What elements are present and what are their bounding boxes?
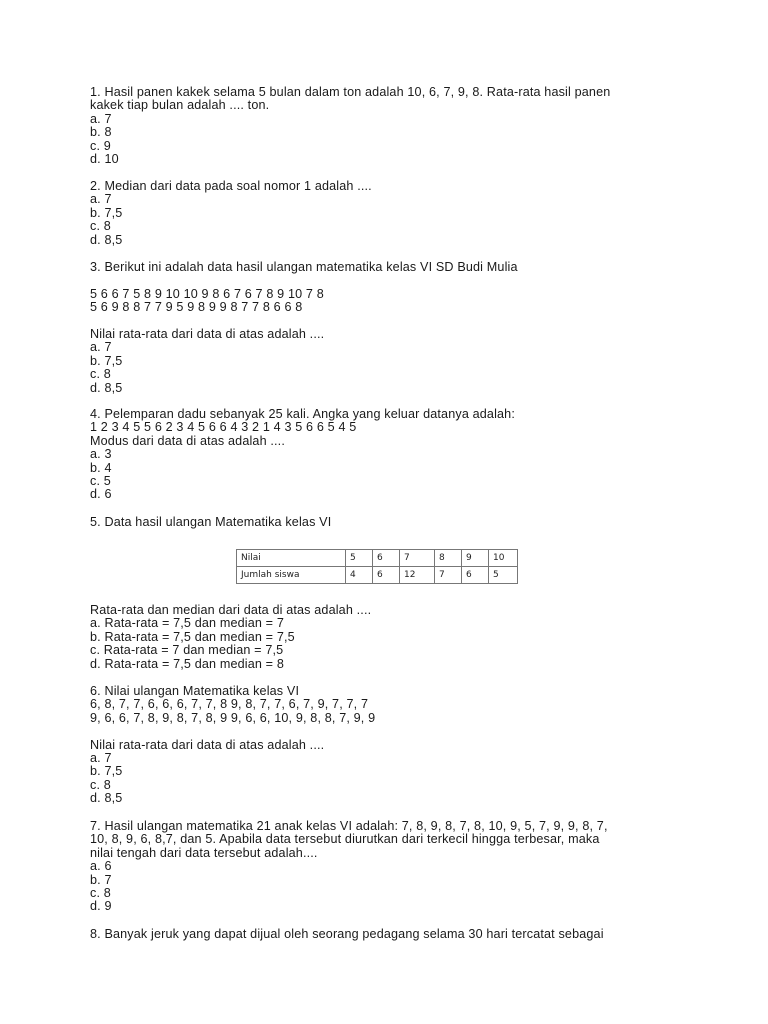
table-cell: 5 xyxy=(489,567,518,584)
table-row xyxy=(237,550,518,567)
question-5-question: Rata-rata dan median dari data di atas adalah .... xyxy=(90,603,372,617)
question-5-option-a: a. Rata-rata = 7,5 dan median = 7 xyxy=(90,616,284,631)
question-4-text: 4. Pelemparan dadu sebanyak 25 kali. Angka yang keluar datanya adalah: xyxy=(90,407,515,421)
table-cell: 12 xyxy=(400,567,435,584)
question-3-text: 3. Berikut ini adalah data hasil ulangan matematika kelas VI SD Budi Mulia xyxy=(90,260,518,274)
question-5-table xyxy=(236,549,518,584)
question-3-data-line-2: 5 6 9 8 8 7 7 9 5 9 8 9 9 8 7 7 8 6 6 8 xyxy=(90,300,303,315)
table-cell: 7 xyxy=(400,550,435,567)
question-7-option-d: d. 9 xyxy=(90,899,112,914)
question-1-text-line-2: kakek tiap bulan adalah .... ton. xyxy=(90,98,270,113)
question-7-text-line-3: nilai tengah dari data tersebut adalah.... xyxy=(90,845,318,860)
question-4-option-c: c. 5 xyxy=(90,474,111,489)
question-2-text: 2. Median dari data pada soal nomor 1 adalah .... xyxy=(90,179,372,193)
question-1-option-d: d. 10 xyxy=(90,152,119,167)
question-1-option-a: a. 7 xyxy=(90,111,112,126)
question-4-option-d: d. 6 xyxy=(90,487,112,502)
table-cell: 6 xyxy=(373,550,400,567)
question-6-data-line-2: 9, 6, 6, 7, 8, 9, 8, 7, 8, 9 9, 6, 6, 10, 9, 8, 8, 7, 9, 9 xyxy=(90,710,376,725)
question-5-option-b: b. Rata-rata = 7,5 dan median = 7,5 xyxy=(90,629,295,644)
question-3-option-a: a. 7 xyxy=(90,340,112,355)
question-1 xyxy=(90,86,610,166)
question-1-option-b: b. 8 xyxy=(90,125,112,140)
question-7-option-a: a. 6 xyxy=(90,859,112,874)
question-2-option-c: c. 8 xyxy=(90,219,111,234)
question-7-option-b: b. 7 xyxy=(90,872,112,887)
question-8 xyxy=(90,928,604,941)
question-7-text-line-2: 10, 8, 9, 6, 8,7, dan 5. Apabila data tersebut diurutkan dari terkecil hingga terbesar, maka xyxy=(90,832,600,847)
table-cell: 7 xyxy=(435,567,462,584)
question-6-question: Nilai rata-rata dari data di atas adalah .... xyxy=(90,737,325,752)
question-5 xyxy=(90,516,331,529)
question-5-body xyxy=(90,604,371,671)
table-cell: 5 xyxy=(346,550,373,567)
table-row xyxy=(237,567,518,584)
question-4-data: 1 2 3 4 5 5 6 2 3 4 5 6 6 4 3 2 1 4 3 5 6 6 5 4 5 xyxy=(90,420,357,435)
question-6-option-d: d. 8,5 xyxy=(90,791,123,806)
table-cell: 4 xyxy=(346,567,373,584)
question-7-option-c: c. 8 xyxy=(90,886,111,901)
question-4-option-b: b. 4 xyxy=(90,460,112,475)
question-1-text-line-1: 1. Hasil panen kakek selama 5 bulan dalam ton adalah 10, 6, 7, 9, 8. Rata-rata hasil panen xyxy=(90,85,611,99)
question-6-data-line-1: 6, 8, 7, 7, 6, 6, 6, 7, 7, 8 9, 8, 7, 7, 6, 7, 9, 7, 7, 7 xyxy=(90,697,369,712)
question-4 xyxy=(90,408,515,502)
question-4-question: Modus dari data di atas adalah .... xyxy=(90,433,285,448)
table-cell: 6 xyxy=(462,567,489,584)
question-2-option-b: b. 7,5 xyxy=(90,205,123,220)
question-5-table-wrapper xyxy=(236,549,518,584)
question-6-option-c: c. 8 xyxy=(90,777,111,792)
question-5-option-d: d. Rata-rata = 7,5 dan median = 8 xyxy=(90,656,284,671)
question-6-text: 6. Nilai ulangan Matematika kelas VI xyxy=(90,684,300,698)
question-3-option-c: c. 8 xyxy=(90,367,111,382)
question-2 xyxy=(90,180,372,247)
table-cell: 6 xyxy=(373,567,400,584)
question-3-option-b: b. 7,5 xyxy=(90,353,123,368)
question-3-option-d: d. 8,5 xyxy=(90,380,123,395)
table-cell: 8 xyxy=(435,550,462,567)
table-cell: Jumlah siswa xyxy=(237,567,346,584)
question-5-text: 5. Data hasil ulangan Matematika kelas VI xyxy=(90,515,332,529)
question-2-option-a: a. 7 xyxy=(90,192,112,207)
question-4-option-a: a. 3 xyxy=(90,447,112,462)
question-2-option-d: d. 8,5 xyxy=(90,232,123,247)
question-3-data-line-1: 5 6 6 7 5 8 9 10 10 9 8 6 7 6 7 8 9 10 7 8 xyxy=(90,286,324,301)
question-3 xyxy=(90,261,518,395)
table-cell: Nilai xyxy=(237,550,346,567)
question-7 xyxy=(90,820,608,914)
table-cell: 9 xyxy=(462,550,489,567)
question-6-option-a: a. 7 xyxy=(90,751,112,766)
table-cell: 10 xyxy=(489,550,518,567)
question-8-text: 8. Banyak jeruk yang dapat dijual oleh seorang pedagang selama 30 hari tercatat sebagai xyxy=(90,927,604,941)
question-6-option-b: b. 7,5 xyxy=(90,764,123,779)
question-3-question: Nilai rata-rata dari data di atas adalah .... xyxy=(90,327,325,341)
question-5-option-c: c. Rata-rata = 7 dan median = 7,5 xyxy=(90,643,284,658)
question-6 xyxy=(90,685,375,806)
question-7-text-line-1: 7. Hasil ulangan matematika 21 anak kelas VI adalah: 7, 8, 9, 8, 7, 8, 10, 9, 5, 7, 9, 9, 8, 7, xyxy=(90,819,608,833)
question-1-option-c: c. 9 xyxy=(90,138,111,153)
